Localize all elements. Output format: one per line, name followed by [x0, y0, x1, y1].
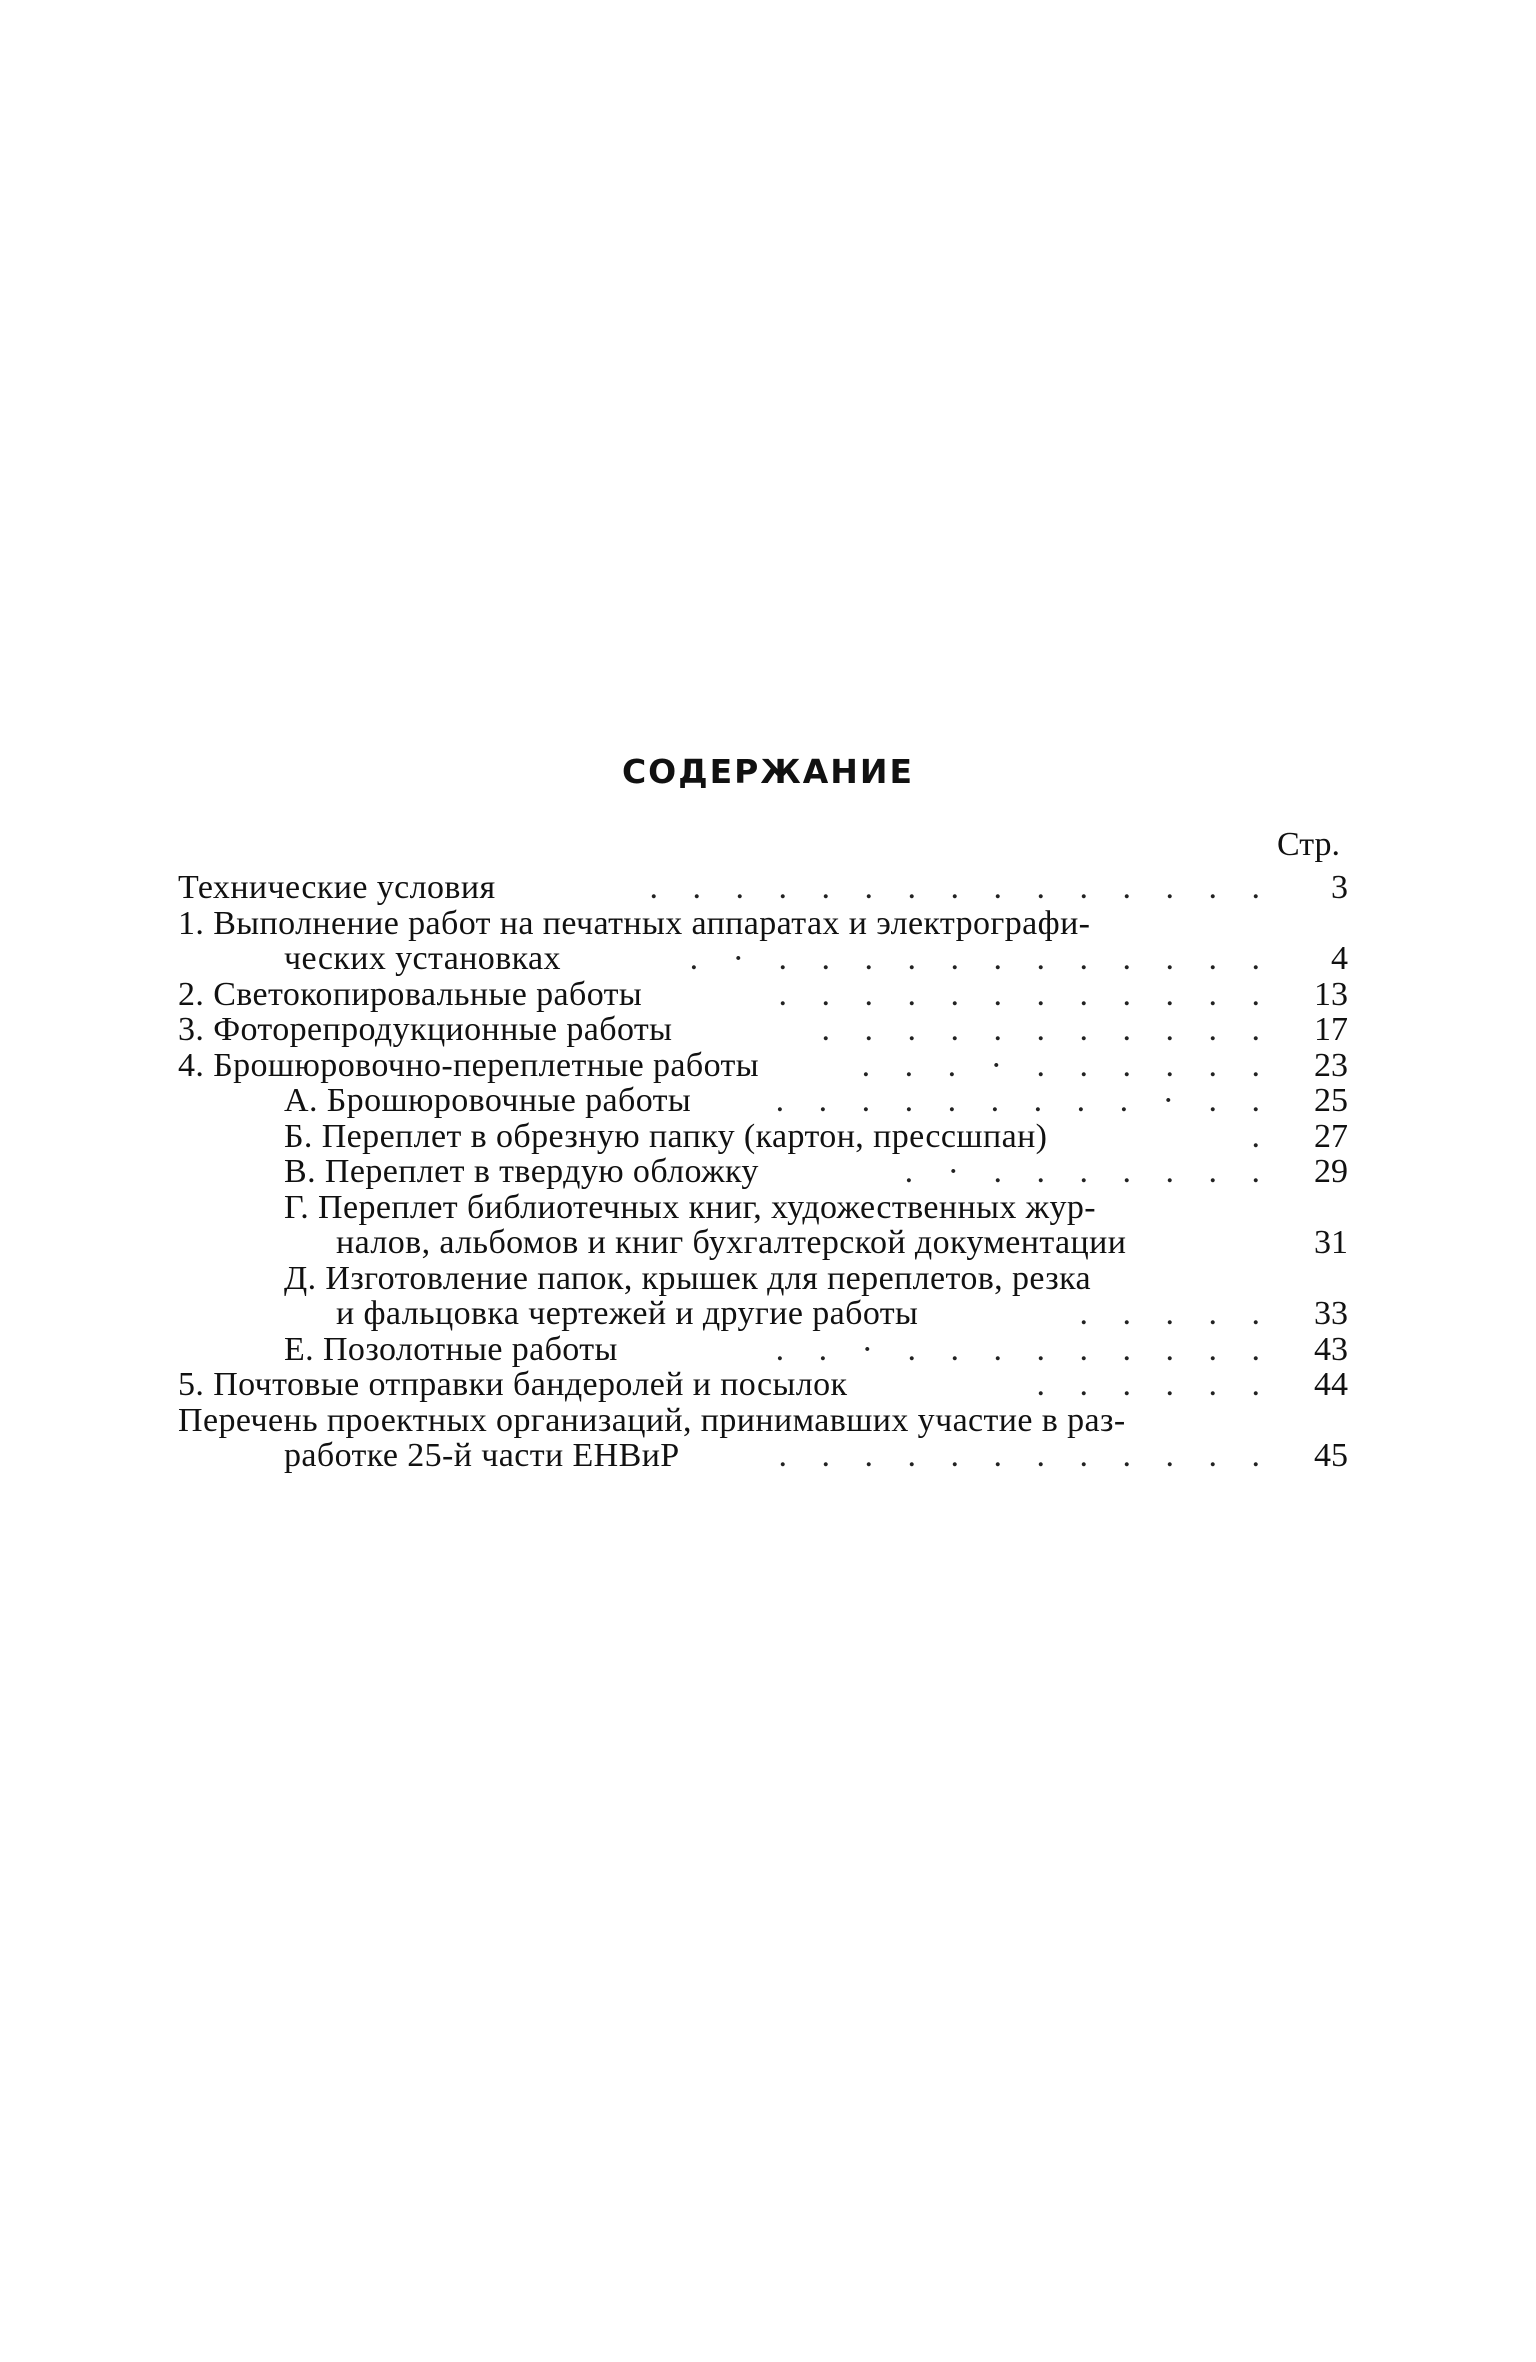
toc-entry: [178, 1367, 1348, 1403]
toc-entry-text: Технические условия: [178, 869, 496, 906]
toc-entry: [178, 1261, 1348, 1332]
table-of-contents: [178, 870, 1348, 1474]
page-column-label: Стр.: [1276, 826, 1340, 863]
toc-page-number: 3: [1331, 869, 1348, 906]
toc-page-number: 23: [1314, 1046, 1348, 1084]
toc-line: [178, 1403, 1348, 1439]
toc-entry-text: работке 25-й части ЕНВиР: [284, 1437, 680, 1474]
toc-entry-text: Г. Переплет библиотечных книг, художественных жур-: [284, 1188, 1097, 1226]
toc-entry-text: Д. Изготовление папок, крышек для переплетов, резка: [284, 1259, 1092, 1297]
toc-entry-text: В. Переплет в твердую обложку: [284, 1153, 759, 1190]
toc-entry-text: 5. Почтовые отправки бандеролей и посылок: [178, 1366, 848, 1403]
toc-page-number: 45: [1314, 1437, 1348, 1474]
toc-page-number: 13: [1314, 975, 1348, 1013]
toc-line: [178, 870, 1348, 906]
dot-leader: . · . . . . . . .: [904, 1153, 1273, 1190]
toc-line: [178, 1048, 1348, 1084]
toc-entry-text: и фальцовка чертежей и другие работы: [336, 1295, 919, 1332]
toc-entry: [178, 1048, 1348, 1084]
toc-page-number: 44: [1314, 1366, 1348, 1403]
toc-entry: [178, 1083, 1348, 1119]
toc-entry: [178, 1403, 1348, 1474]
toc-entry: [178, 1190, 1348, 1261]
dot-leader: . . . . . . . . . . . . . . .: [649, 869, 1273, 906]
toc-page-number: 25: [1314, 1082, 1348, 1119]
toc-line: [178, 1119, 1348, 1155]
toc-entry: [178, 1119, 1348, 1155]
dot-leader: . . . · . . . . . .: [861, 1046, 1273, 1084]
toc-page-number: 31: [1314, 1224, 1348, 1261]
toc-entry: [178, 1154, 1348, 1190]
toc-title: СОДЕРЖАНИЕ: [621, 752, 915, 791]
toc-page-number: 33: [1314, 1295, 1348, 1332]
toc-entry: [178, 977, 1348, 1013]
toc-entry-text: Б. Переплет в обрезную папку (картон, прессшпан): [284, 1117, 1048, 1155]
dot-leader: .: [1251, 1117, 1273, 1155]
toc-entry-text: А. Брошюровочные работы: [284, 1082, 692, 1119]
toc-entry-text: 3. Фоторепродукционные работы: [178, 1011, 673, 1048]
toc-entry: [178, 870, 1348, 906]
toc-entry: [178, 906, 1348, 977]
toc-entry-text: 1. Выполнение работ на печатных аппаратах и электрографи-: [178, 904, 1091, 942]
toc-line: [178, 941, 1348, 977]
toc-page-number: 17: [1314, 1011, 1348, 1048]
dot-leader: . . . . . .: [1036, 1366, 1273, 1403]
toc-line: [178, 1261, 1348, 1297]
toc-entry-text: 4. Брошюровочно-переплетные работы: [178, 1046, 760, 1084]
toc-line: [178, 1154, 1348, 1190]
toc-page-number: 27: [1314, 1117, 1348, 1155]
dot-leader: . . . . . . . . . . .: [821, 1011, 1273, 1048]
toc-page-number: 4: [1331, 940, 1348, 977]
toc-entry: [178, 1012, 1348, 1048]
toc-page-number: 43: [1314, 1330, 1348, 1368]
dot-leader: . · . . . . . . . . . . . .: [689, 940, 1273, 977]
dot-leader: . . · . . . . . . . . .: [775, 1330, 1273, 1368]
toc-entry-text: ческих установках: [284, 940, 561, 977]
toc-entry-text: Е. Позолотные работы: [284, 1330, 618, 1368]
toc-line: [178, 1438, 1348, 1474]
toc-entry-text: Перечень проектных организаций, принимавших участие в раз-: [178, 1401, 1126, 1439]
dot-leader: . . . . . . . . . . . .: [778, 975, 1273, 1013]
toc-line: [178, 1190, 1348, 1226]
toc-line: [178, 1083, 1348, 1119]
toc-line: [178, 977, 1348, 1013]
toc-line: [178, 1225, 1348, 1261]
toc-line: [178, 906, 1348, 942]
toc-page-number: 29: [1314, 1153, 1348, 1190]
toc-line: [178, 1296, 1348, 1332]
dot-leader: . . . . .: [1079, 1295, 1273, 1332]
toc-line: [178, 1332, 1348, 1368]
toc-entry: [178, 1332, 1348, 1368]
toc-entry-text: налов, альбомов и книг бухгалтерской документации: [336, 1224, 1127, 1261]
dot-leader: . . . . . . . . . · . .: [775, 1082, 1273, 1119]
toc-line: [178, 1012, 1348, 1048]
toc-entry-text: 2. Светокопировальные работы: [178, 975, 643, 1013]
toc-line: [178, 1367, 1348, 1403]
dot-leader: . . . . . . . . . . . .: [778, 1437, 1273, 1474]
